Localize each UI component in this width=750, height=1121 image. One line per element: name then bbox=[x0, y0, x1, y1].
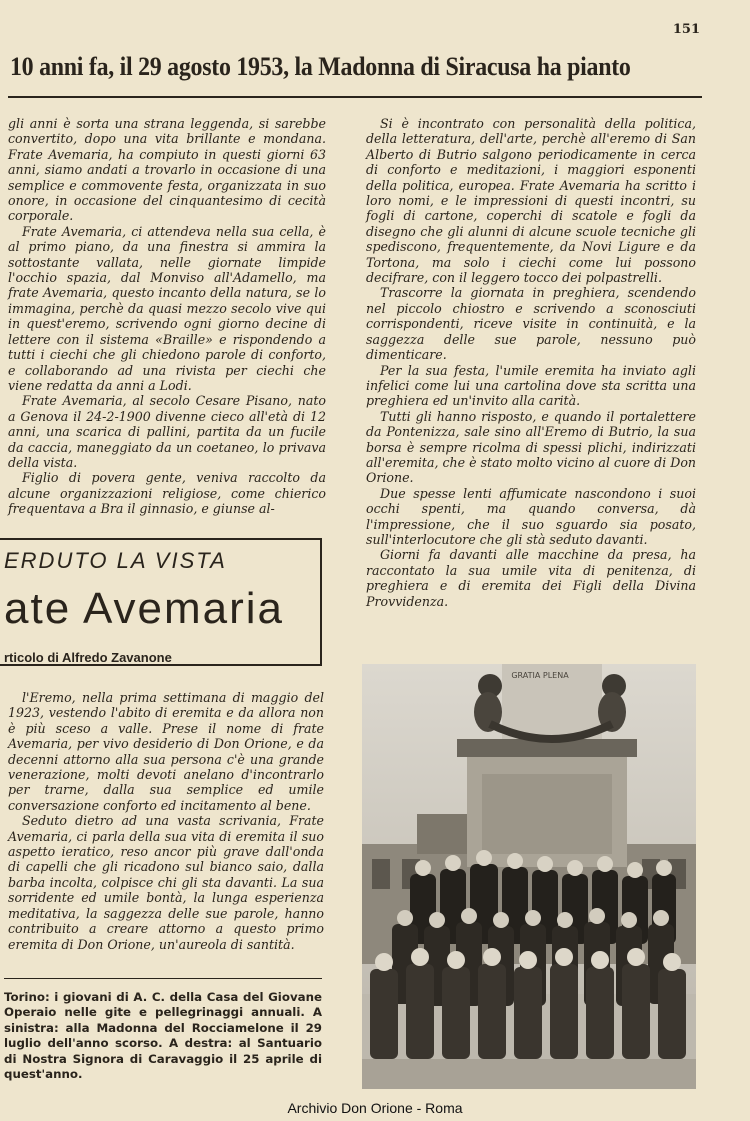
photo-caption: Torino: i giovani di A. C. della Casa del Giovane Operaio nelle gite e pellegrinaggi annuali. A sinistra: alla Madonna del Rocciamelone il 29 luglio dell'anno scorso. A destra: al Santuario di Nostra Signora di Caravaggio il 25 aprile di quest'anno. bbox=[4, 990, 322, 1082]
paragraph: Due spesse lenti affumicate nascondono i suoi occhi spenti, ma quando conversa, dà l'impressione, che il suo sguardo sia posato, sull'interlocutore che gli stà seduto davanti. bbox=[366, 485, 696, 547]
paragraph: Trascorre la giornata in preghiera, scendendo nel piccolo chiostro e scrivendo a sconosciuti corrispondenti, riceve visite in continuità, e la saggezza delle sue parole, nessuno può dimenticare. bbox=[366, 285, 696, 363]
group-photo bbox=[362, 664, 696, 1089]
paragraph: Frate Avemaria, al secolo Cesare Pisano, nato a Genova il 24-2-1900 divenne cieco all'età di 12 anni, una scarica di pallini, partita da un fucile da caccia, maneggiato da un coetaneo, lo privava della vista. bbox=[8, 393, 326, 470]
left-column-bottom bbox=[8, 690, 324, 952]
paragraph: Figlio di povera gente, veniva raccolto da alcune organizzazioni religiose, come chierico frequentava a Bra il ginnasio, e giunse al- bbox=[8, 470, 326, 517]
paragraph: Giorni fa davanti alle macchine da presa, ha raccontato la sua umile vita di penitenza, di preghiera e di eremita dei Figli della Divina Provvidenza. bbox=[366, 547, 696, 609]
paragraph: Per la sua festa, l'umile eremita ha inviato agli infelici come lui una cartolina dove sta scritta una preghiera ed un'invito alla carità. bbox=[366, 362, 696, 409]
article-kicker: ERDUTO LA VISTA bbox=[4, 548, 227, 573]
caption-rule bbox=[4, 978, 322, 979]
headline: 10 anni fa, il 29 agosto 1953, la Madonna di Siracusa ha pianto bbox=[10, 52, 631, 81]
archive-footer: Archivio Don Orione - Roma bbox=[287, 1100, 463, 1116]
paragraph: Si è incontrato con personalità della politica, della letteratura, dell'arte, perchè all'eremo di San Alberto di Butrio salgono periodicamente in cerca di conforto e meditazioni, i maggiori esponenti della politica, europea. Frate Avemaria ha scritto i loro nomi, e le impressioni di questi incontri, su fogli di cartone, coperchi di scatole e fogli da disegno che gli alunni di alcune scuole tecniche gli spediscono, frequentemente, da Novi Ligure e da Tortona, ma solo i ciechi come lui possono decifrare, con il leggero tocco dei polpastrelli. bbox=[366, 116, 696, 286]
article-title: ate Avemaria bbox=[4, 584, 285, 633]
paragraph: Frate Avemaria, ci attendeva nella sua cella, è al primo piano, da una finestra si ammira la sottostante vallata, nelle giornate limpide l'occhio spazia, dal Monviso all'Adamello, ma frate Avemaria, questo incanto della natura, se lo immagina, perchè da quasi mezzo secolo vive qui in quest'eremo, scrivendo ogni giorno decine di lettere con il sistema «Braille» e rispondendo a tutti i ciechi che gli chiedono parole di conforto, e collaborando ad una rivista per ciechi che viene redatta da anni a Lodi. bbox=[8, 223, 326, 393]
paragraph: Seduto dietro ad una vasta scrivania, Frate Avemaria, ci parla della sua vita di eremita il suo aspetto ieratico, reso ancor più grave dall'onda di capelli che gli ricadono sul bianco saio, dalla barba incolta, colpisce chi gli sta davanti. La sua sorridente ed umile bontà, la lunga esperienza meditativa, la saggezza delle sue parole, hanno contribuito a creare attorno a questo primo eremita di Don Orione, un'aureola di santità. bbox=[8, 813, 324, 952]
photo-inscription: GRATIA PLENA bbox=[511, 671, 569, 680]
article-byline: rticolo di Alfredo Zavanone bbox=[4, 650, 172, 665]
right-column bbox=[366, 116, 696, 609]
group-photo-illustration bbox=[362, 664, 696, 1089]
paragraph: gli anni è sorta una strana leggenda, si sarebbe convertito, dopo una vita brillante e mondana. Frate Avemaria, ha compiuto in questi giorni 63 anni, siamo andati a trovarlo in occasione di una semplice e commovente festa, organizzata in suo onore, in occasione del cinquantesimo di cecità corporale. bbox=[8, 116, 326, 224]
headline-rule bbox=[8, 96, 702, 98]
left-column-top bbox=[8, 116, 326, 517]
page-number: 151 bbox=[672, 22, 700, 37]
paragraph: Tutti gli hanno risposto, e quando il portalettere da Pontenizza, sale sino all'Eremo di Butrio, la sua borsa è sempre ricolma di spessi plichi, indirizzati all'eremita, che è stato molto vicino al cuore di Don Orione. bbox=[366, 408, 697, 486]
paragraph: l'Eremo, nella prima settimana di maggio del 1923, vestendo l'abito di eremita e da allora non è più sceso a valle. Prese il nome di frate Avemaria, per vivo desiderio di Don Orione, e da decenni attorno alla sua persona c'è una grande venerazione, molti devoti anelano d'incontrarlo per trarne, dalla sua semplice ed umile conversazione conforto ed incitamento al bene. bbox=[8, 690, 324, 813]
